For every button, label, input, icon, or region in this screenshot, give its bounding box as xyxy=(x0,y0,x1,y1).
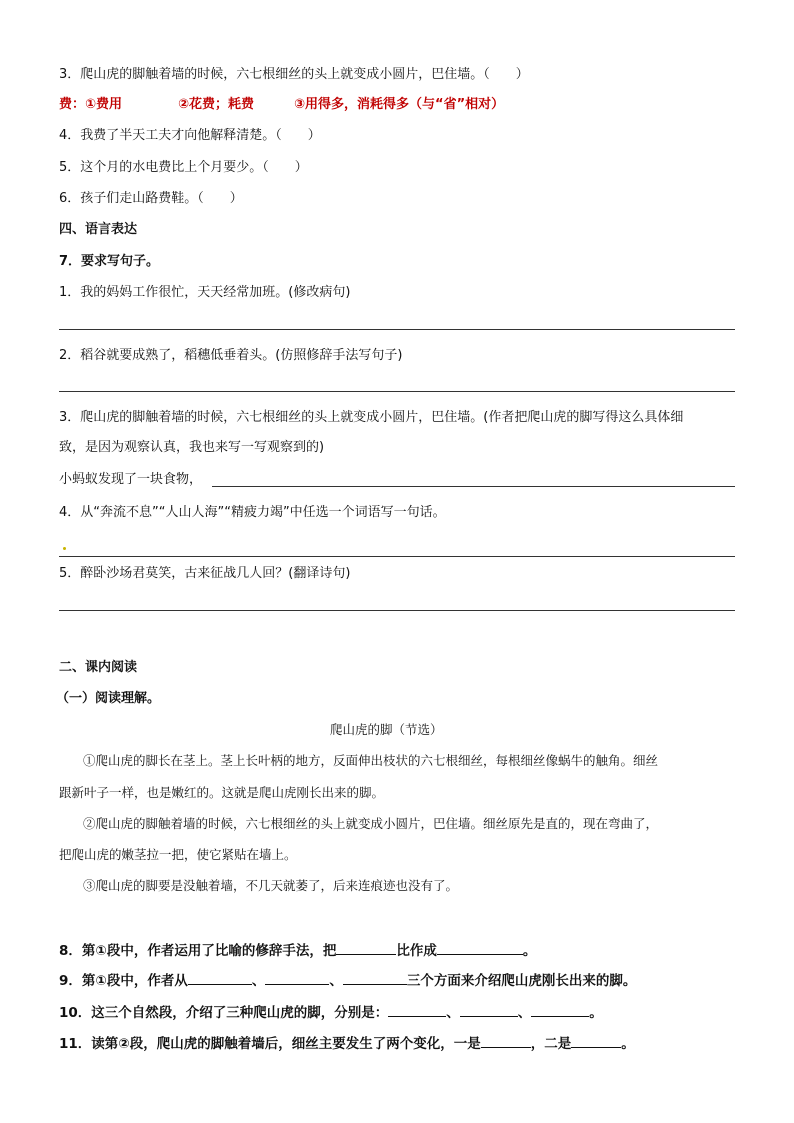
sentence-task-5: 5．醉卧沙场君莫笑，古来征战几人回？(翻译诗句) xyxy=(59,566,351,581)
question-3-upper: 3．爬山虎的脚触着墙的时候，六七根细丝的头上就变成小圆片，巴住墙。（ ） xyxy=(59,67,529,82)
sentence-task-4: 4．从“奔流不息”“人山人海”“精疲力竭”中任选一个词语写一句话。 xyxy=(59,505,446,520)
question-9-blank-1[interactable] xyxy=(188,970,252,985)
question-11-blank-1[interactable] xyxy=(481,1033,531,1048)
subsection-1-heading: （一）阅读理解。 xyxy=(56,691,161,706)
sentence-task-2: 2．稻谷就要成熟了，稻穗低垂着头。(仿照修辞手法写句子) xyxy=(59,348,403,363)
passage-title: 爬山虎的脚（节选） xyxy=(330,722,443,737)
question-10-sep-2: 、 xyxy=(517,1005,532,1021)
sentence-task-3-line1: 3．爬山虎的脚触着墙的时候，六七根细丝的头上就变成小圆片，巴住墙。(作者把爬山虎的脚写得这么具体细 xyxy=(59,410,684,425)
question-7-heading: 7．要求写句子。 xyxy=(59,254,160,269)
question-10 xyxy=(59,1002,603,1022)
answer-line-4[interactable] xyxy=(59,556,735,557)
answer-line-3[interactable] xyxy=(212,486,735,487)
passage-para-1-line1: ①爬山虎的脚长在茎上。茎上长叶柄的地方，反面伸出枝状的六七根细丝，每根细丝像蜗牛的触角。细丝 xyxy=(83,753,659,768)
question-10-text-a: 10．这三个自然段，介绍了三种爬山虎的脚，分别是： xyxy=(59,1005,389,1021)
question-10-blank-3[interactable] xyxy=(531,1002,589,1017)
passage-para-2-line1: ②爬山虎的脚触着墙的时候，六七根细丝的头上就变成小圆片，巴住墙。细丝原先是直的，现在弯曲了， xyxy=(83,816,659,831)
question-9-blank-3[interactable] xyxy=(343,970,407,985)
question-9 xyxy=(59,970,636,990)
question-8-text-a: 8．第①段中，作者运用了比喻的修辞手法，把 xyxy=(59,943,337,959)
fei-meaning-2: ②花费；耗费 xyxy=(178,97,255,112)
sentence-task-3-prompt: 小蚂蚁发现了一块食物， xyxy=(59,472,203,487)
question-10-text-c: 。 xyxy=(589,1005,603,1021)
question-5: 5．这个月的水电费比上个月要少。（ ） xyxy=(59,160,308,175)
question-8-blank-2[interactable] xyxy=(437,940,523,955)
fei-meaning-3: ③用得多，消耗得多（与“省”相对） xyxy=(294,97,505,112)
fei-definitions xyxy=(59,96,504,114)
sentence-task-3-line2: 致，是因为观察认真，我也来写一写观察到的) xyxy=(59,440,325,455)
question-8-blank-1[interactable] xyxy=(336,940,396,955)
section-4-heading: 四、语言表达 xyxy=(59,222,138,237)
question-4: 4．我费了半天工夫才向他解释清楚。（ ） xyxy=(59,128,321,143)
question-9-text-b: 三个方面来介绍爬山虎刚长出来的脚。 xyxy=(406,973,637,989)
passage-para-3: ③爬山虎的脚要是没触着墙，不几天就萎了，后来连痕迹也没有了。 xyxy=(83,878,459,893)
question-9-blank-2[interactable] xyxy=(265,970,329,985)
sentence-task-1: 1．我的妈妈工作很忙，天天经常加班。(修改病句) xyxy=(59,285,351,300)
question-9-sep-1: 、 xyxy=(251,973,266,989)
stray-mark xyxy=(63,547,66,550)
question-9-text-a: 9．第①段中，作者从 xyxy=(59,973,188,989)
question-8 xyxy=(59,940,536,960)
fei-meaning-1: ①费用 xyxy=(85,97,123,112)
question-11 xyxy=(59,1033,635,1053)
question-9-sep-2: 、 xyxy=(329,973,343,989)
answer-line-2[interactable] xyxy=(59,391,735,392)
question-11-text-a: 11．读第②段，爬山虎的脚触着墙后，细丝主要发生了两个变化，一是 xyxy=(59,1036,481,1052)
question-6: 6．孩子们走山路费鞋。（ ） xyxy=(59,191,243,206)
question-11-text-b: ，二是 xyxy=(530,1036,572,1052)
passage-para-2-line2: 把爬山虎的嫩茎拉一把，使它紧贴在墙上。 xyxy=(59,847,297,862)
question-11-blank-2[interactable] xyxy=(571,1033,621,1048)
question-8-text-b: 比作成 xyxy=(396,943,437,959)
question-10-blank-2[interactable] xyxy=(460,1002,518,1017)
fei-head: 费： xyxy=(59,97,86,112)
answer-line-1[interactable] xyxy=(59,329,735,330)
section-2-heading: 二、课内阅读 xyxy=(59,660,138,675)
answer-line-5[interactable] xyxy=(59,610,735,611)
question-10-blank-1[interactable] xyxy=(388,1002,446,1017)
question-10-sep-1: 、 xyxy=(446,1005,460,1021)
question-8-text-c: 。 xyxy=(522,943,537,959)
passage-para-1-line2: 跟新叶子一样，也是嫩红的。这就是爬山虎刚长出来的脚。 xyxy=(59,785,385,800)
question-11-text-c: 。 xyxy=(621,1036,635,1052)
